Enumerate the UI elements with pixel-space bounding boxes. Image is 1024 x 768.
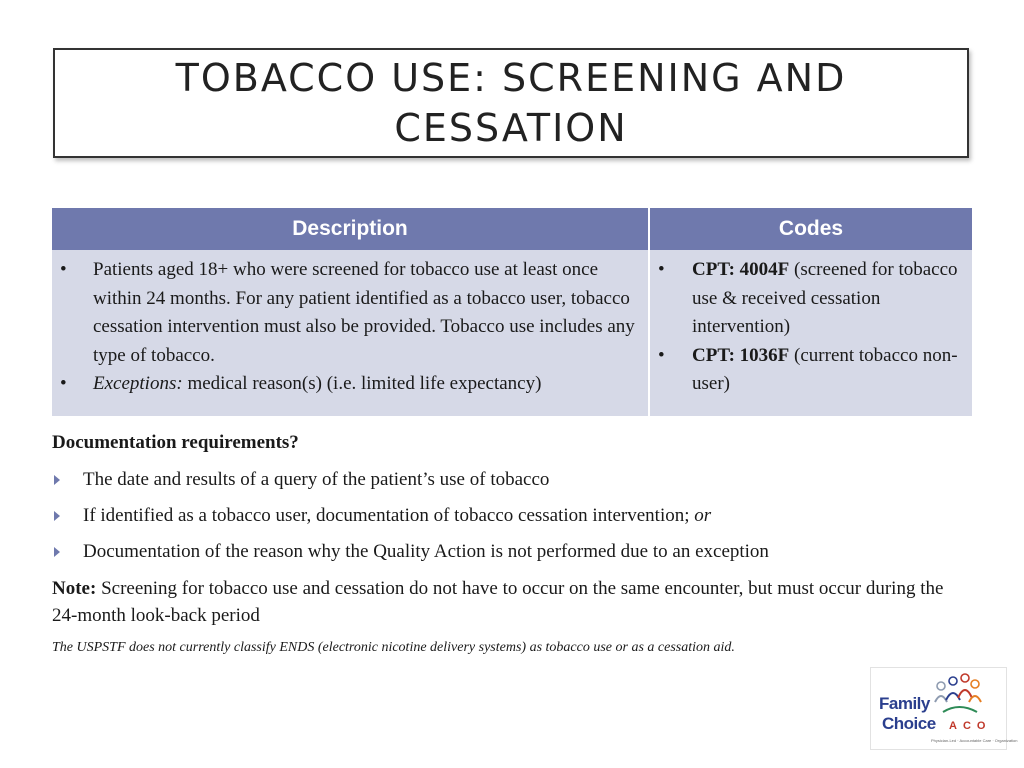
description-item [52, 256, 648, 370]
bullet-icon: • [60, 259, 67, 280]
table-header-description: Description [52, 208, 649, 250]
description-item [52, 370, 648, 399]
measure-table [52, 208, 972, 416]
documentation-text: If identified as a tobacco user, documentation of tobacco cessation intervention; [83, 505, 695, 526]
arrow-bullet-icon [54, 475, 60, 485]
note-label: Note: [52, 578, 97, 599]
note-paragraph [52, 575, 952, 629]
logo-text-aco: ACO [949, 720, 992, 732]
codes-cell [649, 250, 972, 416]
slide-title-box [53, 48, 969, 158]
family-choice-aco-logo [870, 667, 1018, 750]
code-description: (current tobacco non-user) [692, 344, 958, 394]
documentation-item [52, 538, 952, 574]
documentation-text: The date and results of a query of the patient’s use of tobacco [83, 469, 550, 490]
code-item [650, 342, 972, 399]
arrow-bullet-icon [54, 511, 60, 521]
cpt-code: CPT: 1036F [692, 344, 790, 366]
bullet-icon: • [658, 344, 665, 366]
documentation-text: Documentation of the reason why the Quality Action is not performed due to an exception [83, 541, 769, 562]
documentation-item [52, 502, 952, 538]
table-header-codes: Codes [649, 208, 972, 250]
description-cell [52, 250, 649, 416]
uspstf-footnote: The USPSTF does not currently classify ENDS (electronic nicotine delivery systems) as tobacco use or as a cessation aid. [52, 640, 735, 655]
code-description: (screened for tobacco use & received cessation intervention) [692, 259, 958, 337]
documentation-or: or [694, 505, 712, 526]
code-item [650, 256, 972, 342]
documentation-list [52, 466, 952, 574]
bullet-icon: • [658, 259, 665, 280]
documentation-heading: Documentation requirements? [52, 432, 299, 453]
slide-title-line-2: CESSATION [394, 106, 628, 150]
description-text: Patients aged 18+ who were screened for tobacco use at least once within 24 months. For any patient identified as a tobacco user, tobacco cessation intervention must also be provided. Tobacco use includes any type of tobacco. [93, 259, 635, 366]
note-text: Screening for tobacco use and cessation do not have to occur on the same encounter, but must occur during the 24-month look-back period [52, 578, 944, 626]
logo-tagline: Physician-Led · Accountable Care · Organization [931, 738, 1018, 743]
logo-text-family: Family [879, 694, 930, 713]
codes-list [650, 256, 972, 399]
description-text: medical reason(s) (i.e. limited life expectancy) [182, 373, 542, 394]
cpt-code: CPT: 4004F [692, 259, 790, 280]
description-list [52, 256, 648, 399]
slide-title-line-1: TOBACCO USE: SCREENING AND [175, 56, 847, 100]
exceptions-label: Exceptions: [93, 373, 183, 394]
bullet-icon: • [60, 373, 67, 394]
documentation-item [52, 466, 952, 502]
logo-text-choice: Choice [882, 714, 936, 733]
arrow-bullet-icon [54, 547, 60, 557]
people-circles-icon [929, 672, 989, 722]
